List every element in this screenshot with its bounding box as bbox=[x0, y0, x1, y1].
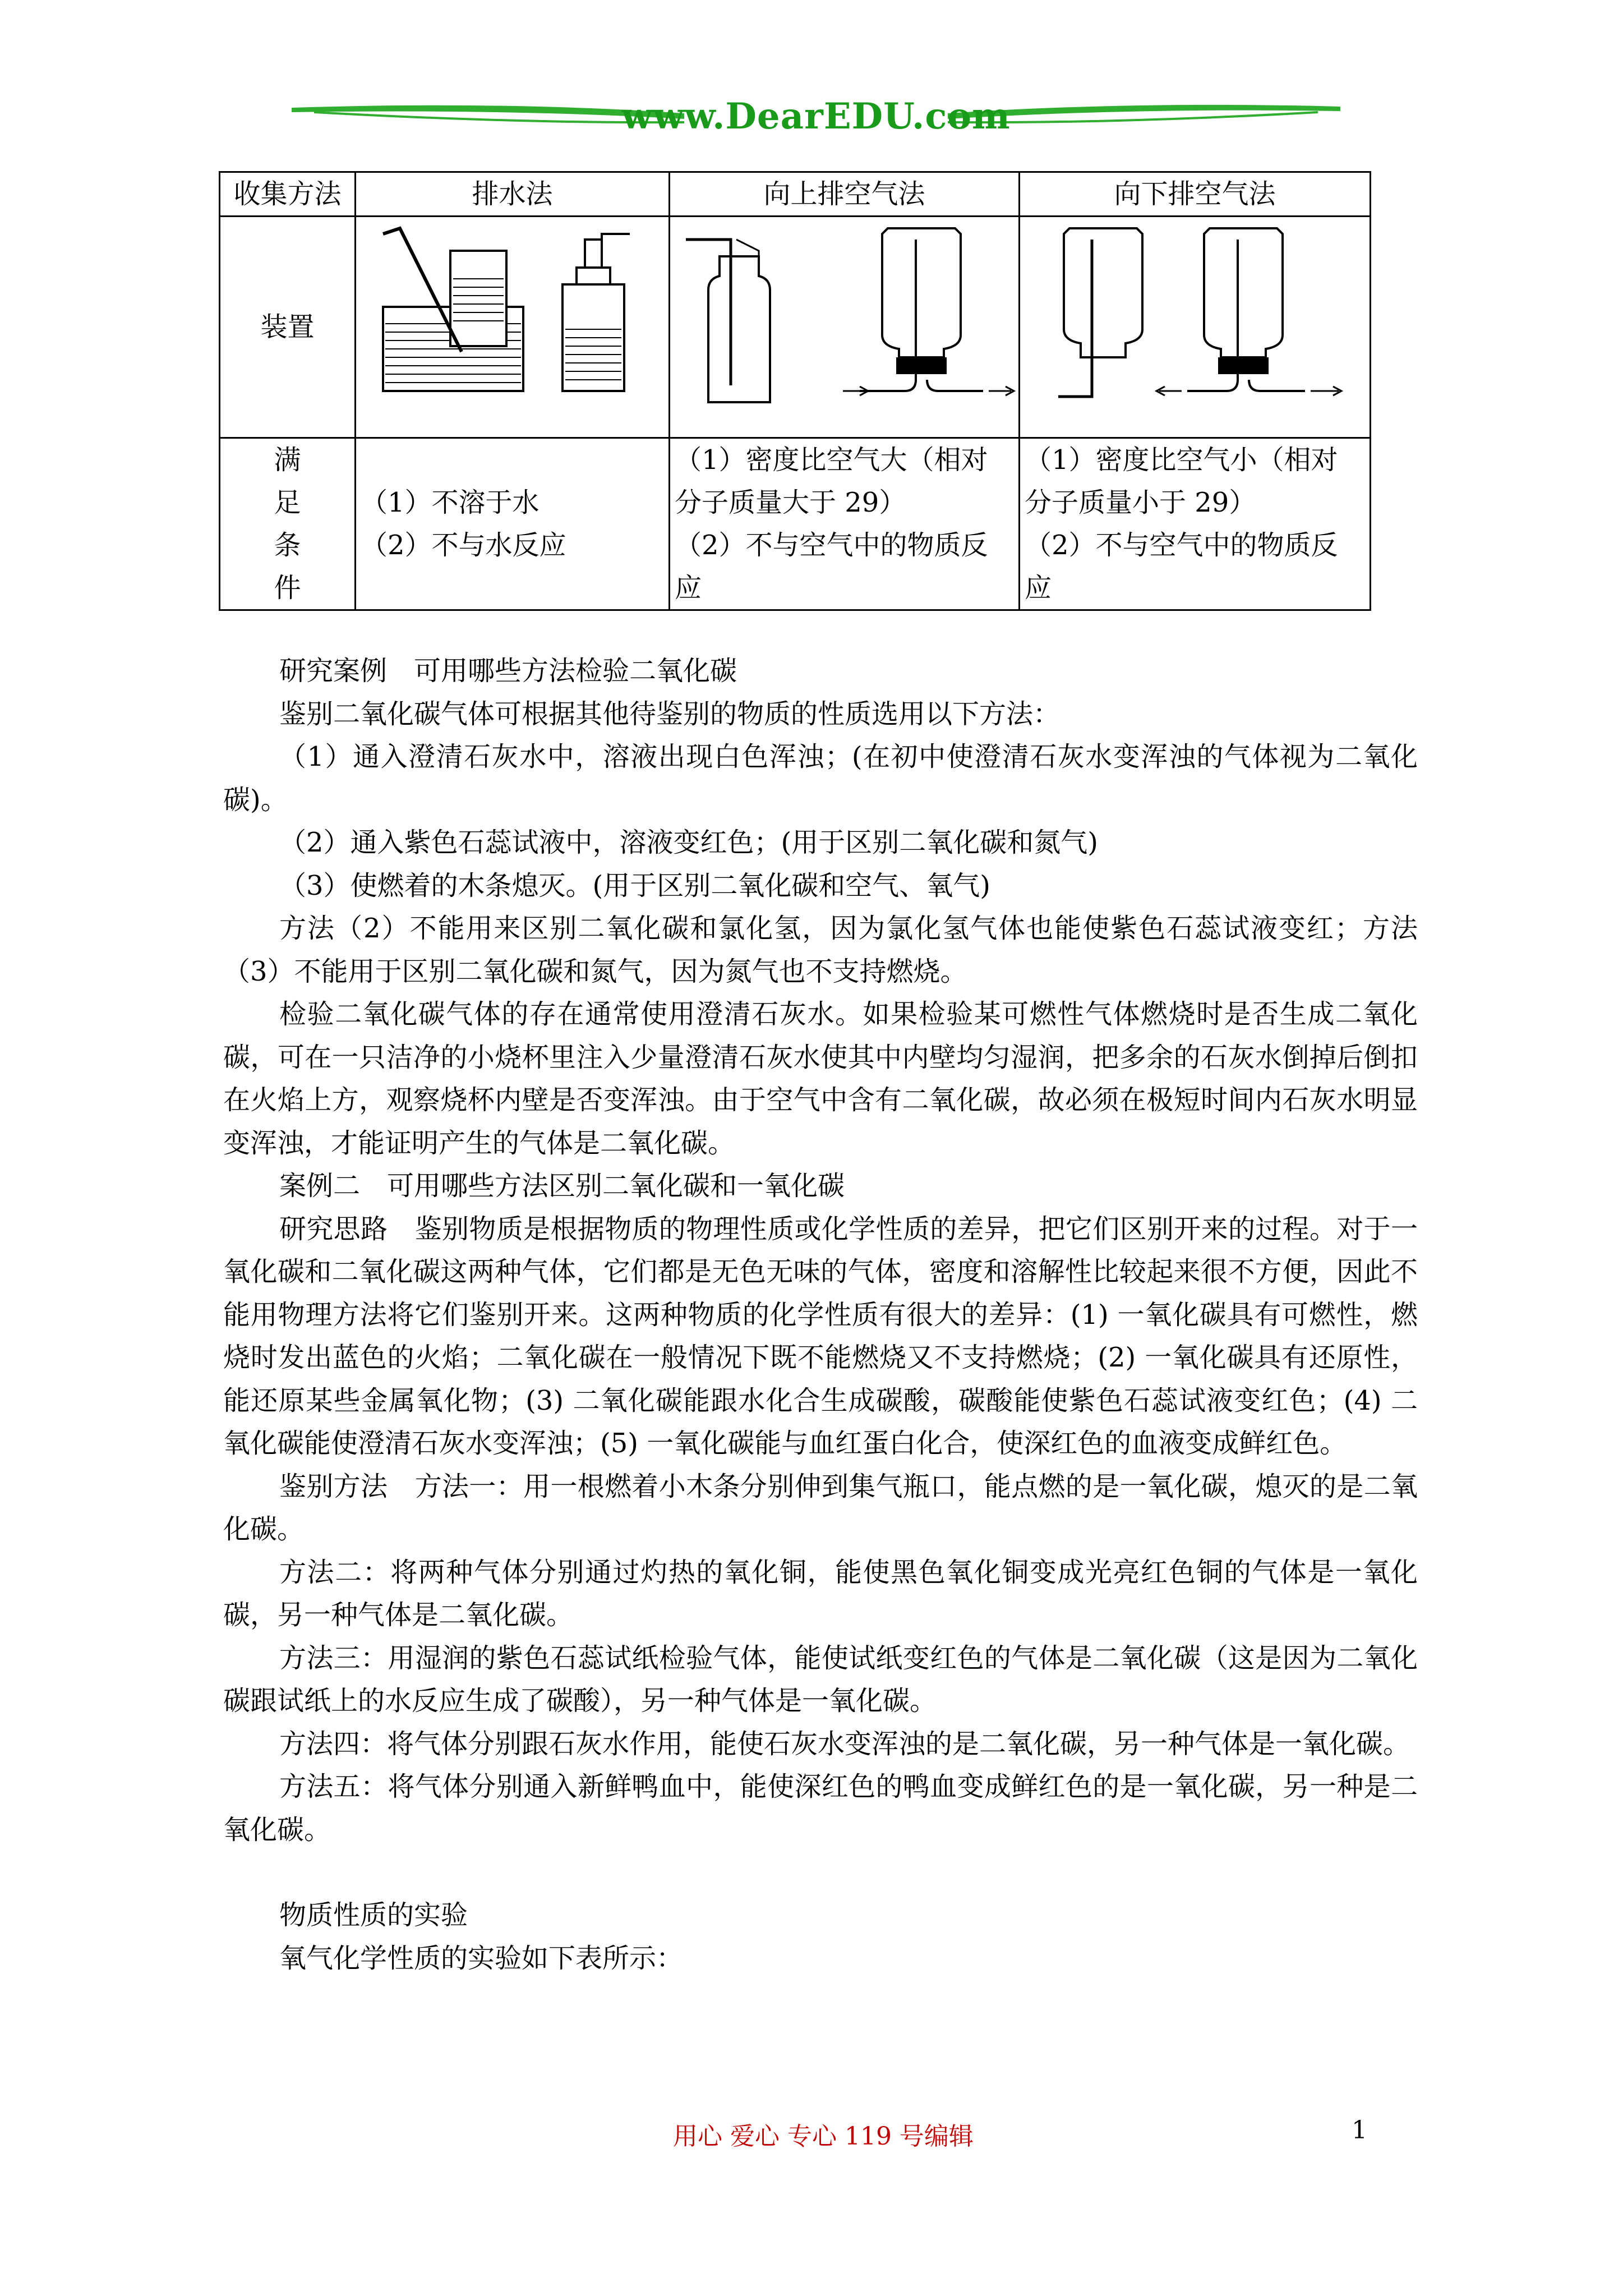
footer-editor-note: 用心 爱心 专心 119 号编辑 bbox=[673, 2122, 974, 2151]
conditions-label-char: 条 bbox=[274, 530, 301, 561]
paragraph: 方法三：用湿润的紫色石蕊试纸检验气体，能使试纸变红色的气体是二氧化碳（这是因为二氧化碳跟试纸上的水反应生成了碳酸），另一种气体是一氧化碳。 bbox=[223, 1642, 1418, 1717]
paragraph: 鉴别方法 方法一：用一根燃着小木条分别伸到集气瓶口，能点燃的是一氧化碳，熄灭的是二氧化碳。 bbox=[223, 1470, 1418, 1545]
upward-air-apparatus-figure bbox=[675, 217, 1017, 425]
section-heading-case-2: 案例二 可用哪些方法区别二氧化碳和一氧化碳 bbox=[279, 1170, 845, 1202]
conditions-label-char: 满 bbox=[274, 444, 301, 476]
paragraph: （2）通入紫色石蕊试液中，溶液变红色；(用于区别二氧化碳和氮气) bbox=[279, 827, 1098, 858]
condition-line: （1）不溶于水 bbox=[361, 487, 540, 518]
paragraph: 方法四：将气体分别跟石灰水作用，能使石灰水变浑浊的是二氧化碳，另一种气体是一氧化碳。 bbox=[279, 1728, 1410, 1760]
spacer bbox=[223, 1851, 1418, 1894]
conditions-downward-cell bbox=[1020, 438, 1371, 610]
header-method: 收集方法 bbox=[220, 172, 356, 217]
apparatus-upward-cell bbox=[670, 217, 1020, 438]
paragraph: 氧气化学性质的实验如下表所示： bbox=[279, 1942, 684, 1974]
header-water-displacement: 排水法 bbox=[356, 172, 670, 217]
paragraph: 方法五：将气体分别通入新鲜鸭血中，能使深红色的鸭血变成鲜红色的是一氧化碳，另一种是二氧化碳。 bbox=[223, 1771, 1418, 1846]
downward-air-apparatus-figure bbox=[1025, 217, 1367, 425]
paragraph: 方法（2）不能用来区别二氧化碳和氯化氢，因为氯化氢气体也能使紫色石蕊试液变红；方法（3）不能用于区别二氧化碳和氮气，因为氮气也不支持燃烧。 bbox=[223, 913, 1418, 987]
section-heading-experiments: 物质性质的实验 bbox=[279, 1899, 468, 1931]
condition-line: 应 bbox=[675, 572, 702, 604]
page-number: 1 bbox=[1352, 2116, 1367, 2145]
conditions-label-char: 件 bbox=[274, 572, 301, 604]
site-header-banner bbox=[292, 90, 1340, 140]
conditions-row bbox=[220, 438, 1371, 610]
paragraph: 研究思路 鉴别物质是根据物质的物理性质或化学性质的差异，把它们区别开来的过程。对于一氧化碳和二氧化碳这两种气体，它们都是无色无味的气体，密度和溶解性比较起来很不方便，因此不能用物理方法将它们鉴别开来。这两种物质的化学性质有很大的差异：(1) 一氧化碳具有可燃性，燃烧时发出蓝色的火焰；二氧化碳在一般情况下既不能燃烧又不支持燃烧；(2) 一氧化碳具有还原性，能还原某些金属氧化物；(3) 二氧化碳能跟水化合生成碳酸，碳酸能使紫色石蕊试液变红色；(4) 二氧化碳能使澄清石灰水变浑浊；(5) 一氧化碳能与血红蛋白化合，使深红色的血液变成鲜红色。 bbox=[223, 1213, 1418, 1459]
conditions-upward-cell bbox=[670, 438, 1020, 610]
apparatus-water-cell bbox=[356, 217, 670, 438]
condition-line: （1）密度比空气小（相对 bbox=[1025, 444, 1338, 476]
apparatus-row bbox=[220, 217, 1371, 438]
apparatus-downward-cell bbox=[1020, 217, 1371, 438]
condition-line: （2）不与空气中的物质反 bbox=[1025, 530, 1338, 561]
condition-line: （2）不与空气中的物质反 bbox=[675, 530, 988, 561]
condition-line: （1）密度比空气大（相对 bbox=[675, 444, 988, 476]
paragraph: 方法二：将两种气体分别通过灼热的氧化铜，能使黑色氧化铜变成光亮红色铜的气体是一氧化碳，另一种气体是二氧化碳。 bbox=[223, 1556, 1418, 1631]
condition-line: （2）不与水反应 bbox=[361, 530, 566, 561]
conditions-label-char: 足 bbox=[274, 487, 301, 518]
table-header-row bbox=[220, 172, 1371, 217]
condition-line: 分子质量大于 29） bbox=[675, 487, 906, 518]
paragraph: （3）使燃着的木条熄灭。(用于区别二氧化碳和空气、氧气) bbox=[279, 869, 990, 901]
header-downward-air: 向下排空气法 bbox=[1020, 172, 1371, 217]
water-displacement-apparatus-figure bbox=[361, 217, 663, 425]
condition-line: 分子质量小于 29） bbox=[1025, 487, 1256, 518]
section-heading-case-1: 研究案例 可用哪些方法检验二氧化碳 bbox=[279, 655, 737, 687]
conditions-water-cell bbox=[356, 438, 670, 610]
conditions-label bbox=[220, 438, 356, 610]
header-upward-air: 向上排空气法 bbox=[670, 172, 1020, 217]
apparatus-label: 装置 bbox=[220, 217, 356, 438]
paragraph: 检验二氧化碳气体的存在通常使用澄清石灰水。如果检验某可燃性气体燃烧时是否生成二氧化碳，可在一只洁净的小烧杯里注入少量澄清石灰水使其中内壁均匀湿润，把多余的石灰水倒掉后倒扣在火焰上方，观察烧杯内壁是否变浑浊。由于空气中含有二氧化碳，故必须在极短时间内石灰水明显变浑浊，才能证明产生的气体是二氧化碳。 bbox=[223, 999, 1418, 1159]
site-url[interactable]: www.DearEDU.com bbox=[621, 95, 1011, 137]
paragraph: 鉴别二氧化碳气体可根据其他待鉴别的物质的性质选用以下方法： bbox=[279, 698, 1061, 730]
condition-line: 应 bbox=[1025, 572, 1052, 604]
paragraph: （1）通入澄清石灰水中，溶液出现白色浑浊；(在初中使澄清石灰水变浑浊的气体视为二氧化碳)。 bbox=[223, 741, 1418, 816]
document-body bbox=[223, 650, 1418, 1980]
gas-collection-table bbox=[219, 171, 1371, 611]
